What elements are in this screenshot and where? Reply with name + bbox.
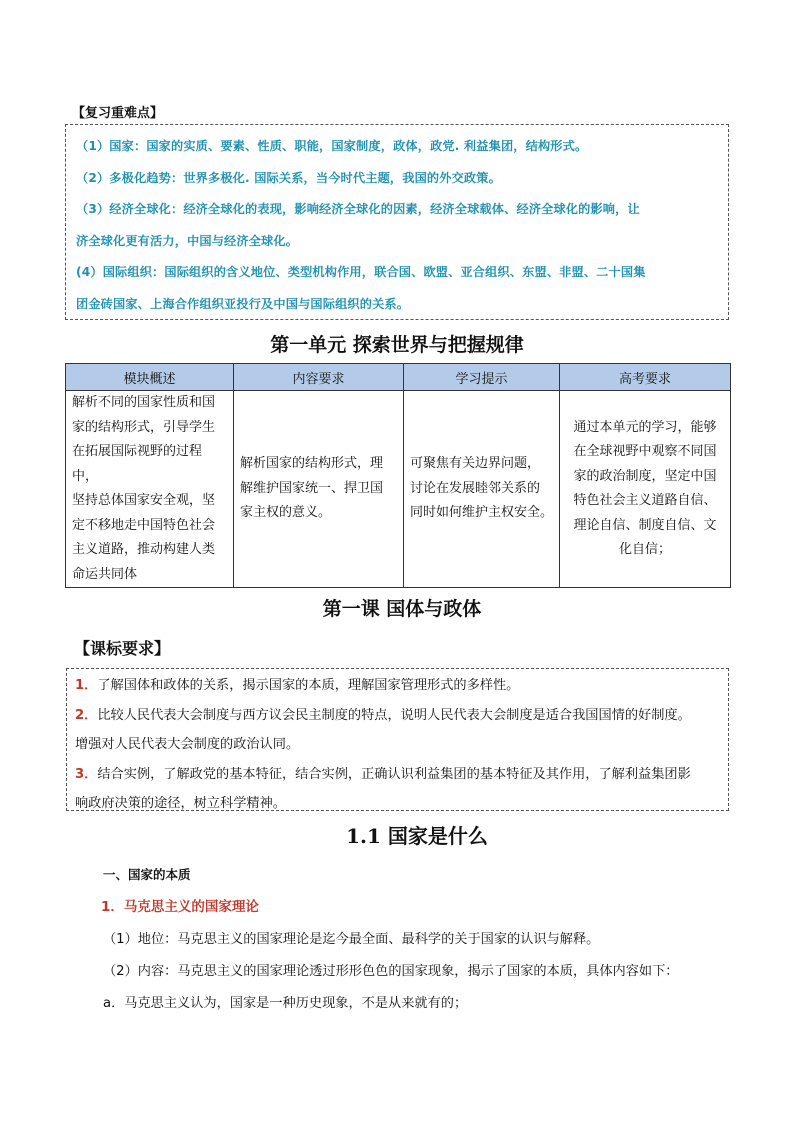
lesson-title: 第一课 国体与政体 (322, 598, 482, 620)
review-heading: 【复习重难点】 (72, 106, 164, 121)
cell-line: 家主权的意义。 (240, 505, 332, 521)
paragraph-content: （2）内容：马克思主义的国家理论透过形形色色的国家现象，揭示了国家的本质，具体内容如下： (103, 964, 679, 979)
table-header-exam: 高考要求 (560, 364, 731, 391)
table-cell-tips (404, 391, 560, 588)
review-line: 团金砖国家、上海合作组织亚投行及中国与国际组织的关系。 (76, 296, 410, 311)
cell-line: 解析不同的国家性质和国 (72, 395, 216, 410)
review-line: （2）多极化趋势：世界多极化. 国际关系，当今时代主题，我国的外交政策。 (76, 170, 501, 185)
cell-line: 可聚焦有关边界问题， (410, 456, 541, 472)
cell-line: 坚持总体国家安全观，坚 (72, 493, 216, 508)
standards-heading: 【课标要求】 (74, 639, 171, 658)
standard-text: 结合实例，了解政党的基本特征，结合实例，正确认识利益集团的基本特征及其作用，了解利益集团影 (97, 766, 691, 782)
review-line: 济全球化更有活力，中国与经济全球化。 (76, 233, 299, 248)
section-title: 1.1 国家是什么 (346, 824, 488, 848)
standard-number: 2． (75, 707, 98, 723)
cell-line: 主义道路，推动构建人类 (72, 542, 216, 557)
cell-line: 家的政治制度，坚定中国 (573, 468, 717, 484)
cell-line: 化自信； (618, 542, 671, 557)
table-row (66, 391, 731, 588)
standards-box (66, 668, 729, 811)
table-cell-module (66, 391, 234, 588)
cell-line: 在全球视野中观察不同国 (573, 444, 717, 459)
review-line: （3）经济全球化：经济全球化的表现，影响经济全球化的因素，经济全球载体、经济全球化的影响，让 (76, 202, 640, 217)
standard-text: 比较人民代表大会制度与西方议会民主制度的特点，说明人民代表大会制度是适合我国国情的好制度。 (97, 707, 691, 723)
standard-text: 响政府决策的途径，树立科学精神。 (75, 796, 286, 811)
subheading-marxist-theory: 1．马克思主义的国家理论 (101, 899, 259, 915)
cell-line: 同时如何维护主权安全。 (410, 505, 554, 521)
standard-item (75, 760, 720, 790)
review-line: （1）国家：国家的实质、要素、性质、职能，国家制度，政体，政党. 利益集团，结构形式。 (76, 139, 588, 153)
paragraph-point-a: a．马克思主义认为，国家是一种历史现象，不是从来就有的； (103, 996, 468, 1011)
standard-text: 增强对人民代表大会制度的政治认同。 (75, 737, 300, 752)
cell-line: 讨论在发展睦邻关系的 (410, 480, 541, 496)
table-header-tips: 学习提示 (404, 364, 560, 391)
cell-line: 命运共同体 (72, 566, 138, 582)
cell-line: 家的结构形式，引导学生 (72, 419, 216, 435)
standard-number: 3． (75, 766, 98, 782)
cell-line: 特色社会主义道路自信、 (573, 493, 717, 508)
cell-line: 通过本单元的学习，能够 (573, 419, 717, 435)
cell-line: 定不移地走中国特色社会 (72, 517, 216, 533)
table-cell-content (234, 391, 404, 588)
paragraph-status: （1）地位：马克思主义的国家理论是迄今最全面、最科学的关于国家的认识与解释。 (103, 932, 600, 947)
review-line: (4）国际组织：国际组织的含义地位、类型机构作用，联合国、欧盟、亚合组织、东盟、非盟、二十国集 (76, 265, 646, 280)
standard-number: 1． (75, 678, 98, 693)
table-header-module: 模块概述 (66, 364, 234, 391)
standard-item (75, 671, 720, 701)
subheading-essence: 一、国家的本质 (103, 867, 191, 882)
unit-requirements-table (65, 363, 731, 588)
unit-title: 第一单元 探索世界与把握规律 (270, 334, 524, 356)
review-points-box (65, 124, 729, 320)
cell-line: 在拓展国际视野的过程中， (72, 444, 203, 484)
standard-text: 了解国体和政体的关系，揭示国家的本质，理解国家管理形式的多样性。 (97, 678, 520, 693)
table-header-content: 内容要求 (234, 364, 404, 391)
cell-line: 解维护国家统一、捍卫国 (240, 480, 384, 496)
standard-item (75, 701, 720, 731)
cell-line: 理论自信、制度自信、文 (573, 517, 717, 533)
cell-line: 解析国家的结构形式，理 (240, 456, 384, 472)
table-cell-exam (560, 391, 731, 588)
